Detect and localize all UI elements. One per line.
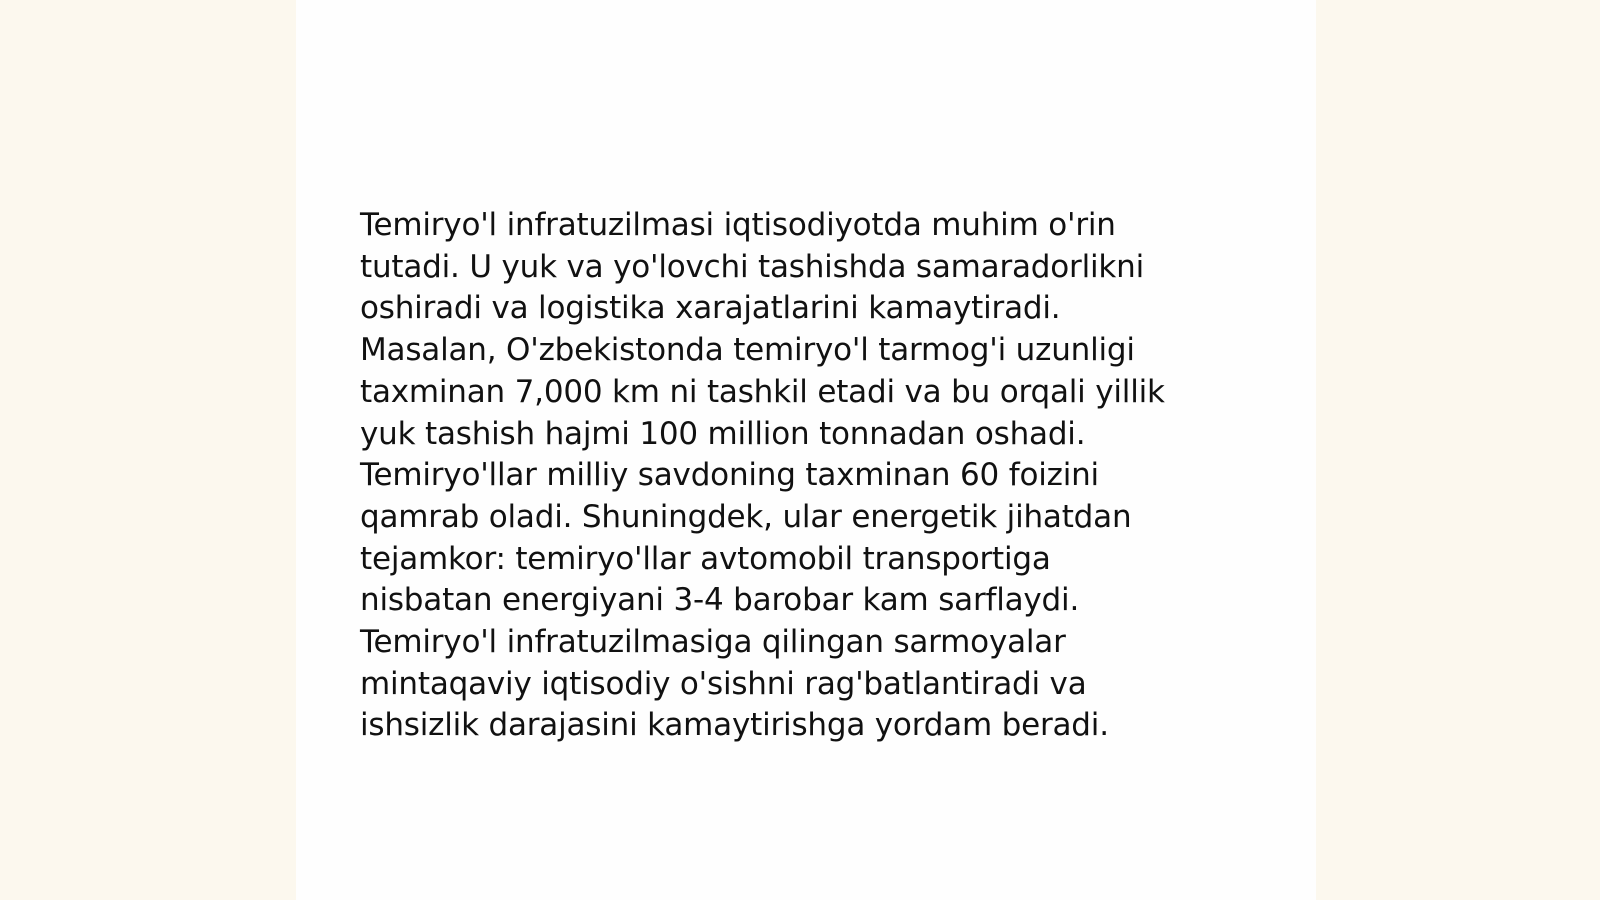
text-line: Masalan, O'zbekistonda temiryo'l tarmog'i uzunligi — [360, 332, 1135, 369]
text-line: tejamkor: temiryo'llar avtomobil transportiga — [360, 540, 1051, 577]
text-line: mintaqaviy iqtisodiy o'sishni rag'batlantiradi va — [360, 665, 1087, 702]
left-margin-background — [0, 0, 296, 900]
body-paragraph — [360, 205, 1240, 747]
text-line: nisbatan energiyani 3-4 barobar kam sarflaydi. — [360, 582, 1080, 619]
text-line: Temiryo'l infratuzilmasi iqtisodiyotda muhim o'rin — [360, 207, 1116, 243]
text-line: Temiryo'l infratuzilmasiga qilingan sarmoyalar — [360, 624, 1066, 661]
text-line: yuk tashish hajmi 100 million tonnadan oshadi. — [360, 415, 1086, 452]
right-margin-background — [1316, 0, 1600, 900]
text-line: taxminan 7,000 km ni tashkil etadi va bu orqali yillik — [360, 373, 1165, 410]
text-line: oshiradi va logistika xarajatlarini kamaytiradi. — [360, 290, 1061, 327]
document-page — [296, 0, 1316, 900]
text-line: tutadi. U yuk va yo'lovchi tashishda samaradorlikni — [360, 248, 1145, 285]
text-line: qamrab oladi. Shuningdek, ular energetik jihatdan — [360, 498, 1132, 535]
text-line: Temiryo'llar milliy savdoning taxminan 60 foizini — [360, 457, 1099, 494]
text-line: ishsizlik darajasini kamaytirishga yordam beradi. — [360, 707, 1109, 744]
